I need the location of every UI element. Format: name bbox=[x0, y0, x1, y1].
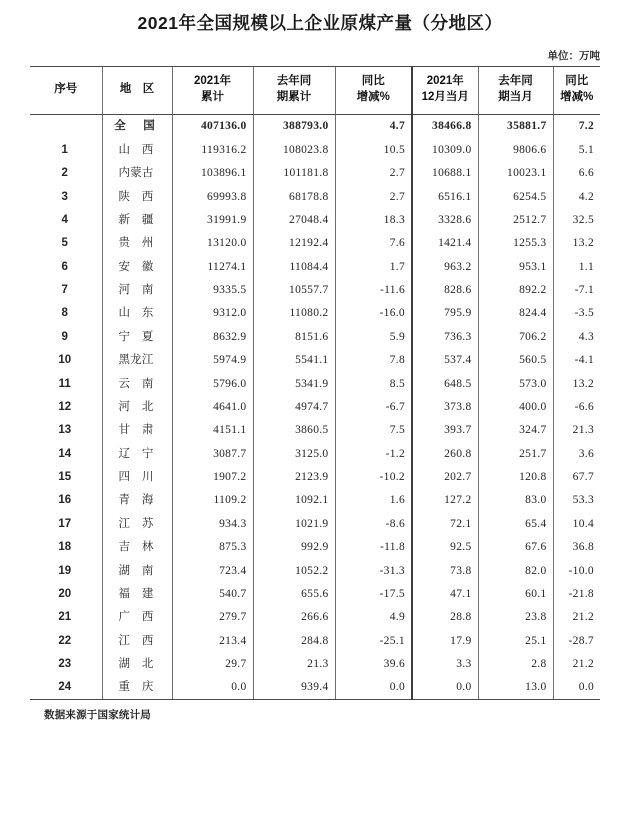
cell-cumulative-2021: 4151.1 bbox=[172, 419, 253, 442]
cell-cumulative-2021: 13120.0 bbox=[172, 232, 253, 255]
cell-monthly-yoy: 4.2 bbox=[553, 185, 600, 208]
cell-region: 青 海 bbox=[102, 489, 172, 512]
cell-region: 江 西 bbox=[102, 629, 172, 652]
table-row bbox=[30, 372, 600, 395]
cell-cumulative-yoy: 4.9 bbox=[335, 606, 412, 629]
cell-index: 15 bbox=[58, 471, 72, 484]
cell-monthly-yoy: 5.1 bbox=[553, 138, 600, 161]
cell-cumulative-previous: 68178.8 bbox=[253, 185, 335, 208]
cell-region: 新 疆 bbox=[102, 208, 172, 231]
table-row bbox=[30, 208, 600, 231]
cell-monthly-previous: 83.0 bbox=[478, 489, 553, 512]
cell-monthly-2021: 127.2 bbox=[412, 489, 478, 512]
cell-cumulative-2021: 5974.9 bbox=[172, 349, 253, 372]
cell-cumulative-previous: 992.9 bbox=[253, 536, 335, 559]
cell-cumulative-2021: 5796.0 bbox=[172, 372, 253, 395]
cell-cumulative-2021: 3087.7 bbox=[172, 442, 253, 465]
cell-cumulative-previous: 12192.4 bbox=[253, 232, 335, 255]
cell-cumulative-previous: 5541.1 bbox=[253, 349, 335, 372]
cell-cumulative-2021: 103896.1 bbox=[172, 162, 253, 185]
cell-monthly-yoy: 10.4 bbox=[553, 512, 600, 535]
cell-monthly-2021: 393.7 bbox=[412, 419, 478, 442]
cell-index: 10 bbox=[58, 354, 72, 367]
table-row bbox=[30, 114, 600, 138]
cell-index: 14 bbox=[58, 447, 72, 460]
cell-cumulative-yoy: -16.0 bbox=[335, 302, 412, 325]
header-line-1: 同比 bbox=[565, 75, 589, 88]
cell-monthly-yoy: 4.3 bbox=[553, 325, 600, 348]
cell-cumulative-2021: 875.3 bbox=[172, 536, 253, 559]
cell-index: 3 bbox=[61, 190, 68, 203]
table-row bbox=[30, 676, 600, 700]
cell-cumulative-previous: 27048.4 bbox=[253, 208, 335, 231]
cell-cumulative-2021: 934.3 bbox=[172, 512, 253, 535]
cell-cumulative-yoy: 5.9 bbox=[335, 325, 412, 348]
cell-cumulative-2021: 8632.9 bbox=[172, 325, 253, 348]
cell-region: 贵 州 bbox=[102, 232, 172, 255]
cell-monthly-2021: 795.9 bbox=[412, 302, 478, 325]
cell-monthly-yoy: -4.1 bbox=[553, 349, 600, 372]
table-row bbox=[30, 582, 600, 605]
cell-monthly-yoy: 32.5 bbox=[553, 208, 600, 231]
cell-cumulative-yoy: 18.3 bbox=[335, 208, 412, 231]
column-header-monthly-2021 bbox=[412, 67, 478, 115]
cell-cumulative-previous: 5341.9 bbox=[253, 372, 335, 395]
cell-monthly-previous: 67.6 bbox=[478, 536, 553, 559]
cell-cumulative-yoy: 2.7 bbox=[335, 185, 412, 208]
header-line-2: 期当月 bbox=[498, 91, 533, 104]
cell-monthly-previous: 9806.6 bbox=[478, 138, 553, 161]
cell-region: 吉 林 bbox=[102, 536, 172, 559]
cell-cumulative-2021: 407136.0 bbox=[172, 114, 253, 138]
column-header-cumulative-previous bbox=[253, 67, 335, 115]
table-row bbox=[30, 232, 600, 255]
cell-cumulative-yoy: 1.7 bbox=[335, 255, 412, 278]
cell-cumulative-previous: 108023.8 bbox=[253, 138, 335, 161]
header-line-2: 期累计 bbox=[276, 91, 312, 104]
cell-index: 11 bbox=[58, 377, 71, 390]
cell-index: 1 bbox=[61, 143, 68, 156]
page-title: 2021年全国规模以上企业原煤产量（分地区） bbox=[137, 13, 503, 33]
cell-cumulative-yoy: 10.5 bbox=[335, 138, 412, 161]
cell-cumulative-yoy: -25.1 bbox=[335, 629, 412, 652]
cell-cumulative-previous: 8151.6 bbox=[253, 325, 335, 348]
coal-production-table bbox=[30, 66, 600, 700]
cell-cumulative-yoy: -11.6 bbox=[335, 279, 412, 302]
cell-monthly-previous: 60.1 bbox=[478, 582, 553, 605]
cell-monthly-2021: 3.3 bbox=[412, 653, 478, 676]
cell-region: 重 庆 bbox=[102, 676, 172, 700]
cell-monthly-previous: 1255.3 bbox=[478, 232, 553, 255]
cell-cumulative-yoy: 7.5 bbox=[335, 419, 412, 442]
cell-cumulative-previous: 101181.8 bbox=[253, 162, 335, 185]
column-header-region: 地 区 bbox=[102, 67, 172, 115]
cell-region: 内蒙古 bbox=[102, 162, 172, 185]
cell-monthly-previous: 65.4 bbox=[478, 512, 553, 535]
cell-cumulative-yoy: 4.7 bbox=[335, 114, 412, 138]
cell-cumulative-previous: 2123.9 bbox=[253, 466, 335, 489]
table-row bbox=[30, 162, 600, 185]
cell-monthly-yoy: 67.7 bbox=[553, 466, 600, 489]
cell-index bbox=[30, 114, 102, 138]
cell-monthly-previous: 560.5 bbox=[478, 349, 553, 372]
cell-cumulative-yoy: -31.3 bbox=[335, 559, 412, 582]
cell-monthly-2021: 6516.1 bbox=[412, 185, 478, 208]
cell-cumulative-2021: 69993.8 bbox=[172, 185, 253, 208]
table-row bbox=[30, 629, 600, 652]
cell-index: 5 bbox=[61, 237, 68, 250]
cell-monthly-yoy: 21.3 bbox=[553, 419, 600, 442]
cell-cumulative-yoy: -11.8 bbox=[335, 536, 412, 559]
cell-cumulative-2021: 723.4 bbox=[172, 559, 253, 582]
cell-region: 广 西 bbox=[102, 606, 172, 629]
header-line-2: 增减% bbox=[560, 91, 594, 104]
cell-region: 黑龙江 bbox=[102, 349, 172, 372]
cell-monthly-2021: 828.6 bbox=[412, 279, 478, 302]
cell-monthly-2021: 17.9 bbox=[412, 629, 478, 652]
cell-monthly-yoy: 36.8 bbox=[553, 536, 600, 559]
cell-monthly-previous: 82.0 bbox=[478, 559, 553, 582]
cell-region: 宁 夏 bbox=[102, 325, 172, 348]
cell-cumulative-yoy: 2.7 bbox=[335, 162, 412, 185]
table-row bbox=[30, 279, 600, 302]
cell-index: 7 bbox=[61, 284, 68, 297]
cell-monthly-2021: 73.8 bbox=[412, 559, 478, 582]
cell-cumulative-2021: 29.7 bbox=[172, 653, 253, 676]
cell-cumulative-yoy: -8.6 bbox=[335, 512, 412, 535]
column-header-monthly-yoy bbox=[553, 67, 600, 115]
column-header-cumulative-yoy bbox=[335, 67, 412, 115]
table-body bbox=[30, 114, 600, 699]
table-row bbox=[30, 559, 600, 582]
cell-region: 湖 南 bbox=[102, 559, 172, 582]
cell-region: 河 北 bbox=[102, 395, 172, 418]
table-row bbox=[30, 302, 600, 325]
cell-cumulative-yoy: -17.5 bbox=[335, 582, 412, 605]
cell-cumulative-2021: 31991.9 bbox=[172, 208, 253, 231]
cell-monthly-yoy: 21.2 bbox=[553, 653, 600, 676]
table-row bbox=[30, 395, 600, 418]
cell-monthly-previous: 824.4 bbox=[478, 302, 553, 325]
cell-monthly-yoy: -21.8 bbox=[553, 582, 600, 605]
cell-region: 四 川 bbox=[102, 466, 172, 489]
cell-cumulative-previous: 266.6 bbox=[253, 606, 335, 629]
table-row bbox=[30, 255, 600, 278]
cell-index: 20 bbox=[58, 587, 72, 600]
cell-cumulative-previous: 1092.1 bbox=[253, 489, 335, 512]
cell-monthly-yoy: -28.7 bbox=[553, 629, 600, 652]
cell-monthly-yoy: 0.0 bbox=[553, 676, 600, 700]
cell-cumulative-yoy: -6.7 bbox=[335, 395, 412, 418]
cell-region: 辽 宁 bbox=[102, 442, 172, 465]
cell-index: 21 bbox=[58, 611, 72, 624]
header-line-1: 同比 bbox=[361, 75, 385, 88]
cell-cumulative-previous: 10557.7 bbox=[253, 279, 335, 302]
table-row bbox=[30, 466, 600, 489]
table-header bbox=[30, 67, 600, 115]
cell-monthly-previous: 573.0 bbox=[478, 372, 553, 395]
column-header-monthly-previous bbox=[478, 67, 553, 115]
cell-cumulative-2021: 1109.2 bbox=[172, 489, 253, 512]
cell-cumulative-yoy: 8.5 bbox=[335, 372, 412, 395]
cell-cumulative-previous: 4974.7 bbox=[253, 395, 335, 418]
cell-monthly-previous: 324.7 bbox=[478, 419, 553, 442]
cell-cumulative-previous: 21.3 bbox=[253, 653, 335, 676]
cell-cumulative-2021: 213.4 bbox=[172, 629, 253, 652]
cell-cumulative-yoy: 39.6 bbox=[335, 653, 412, 676]
cell-cumulative-2021: 9335.5 bbox=[172, 279, 253, 302]
cell-monthly-2021: 648.5 bbox=[412, 372, 478, 395]
cell-index: 2 bbox=[61, 167, 68, 180]
cell-monthly-previous: 892.2 bbox=[478, 279, 553, 302]
header-line-1: 去年同 bbox=[276, 75, 312, 88]
cell-monthly-previous: 2.8 bbox=[478, 653, 553, 676]
cell-monthly-yoy: -3.5 bbox=[553, 302, 600, 325]
table-row bbox=[30, 349, 600, 372]
cell-monthly-previous: 6254.5 bbox=[478, 185, 553, 208]
cell-monthly-2021: 736.3 bbox=[412, 325, 478, 348]
cell-cumulative-previous: 1021.9 bbox=[253, 512, 335, 535]
cell-region: 安 徽 bbox=[102, 255, 172, 278]
cell-monthly-2021: 963.2 bbox=[412, 255, 478, 278]
table-container bbox=[0, 66, 640, 700]
cell-cumulative-previous: 3125.0 bbox=[253, 442, 335, 465]
cell-region: 山 西 bbox=[102, 138, 172, 161]
cell-monthly-2021: 0.0 bbox=[412, 676, 478, 700]
unit-label: 单位：万吨 bbox=[547, 50, 600, 63]
header-line-2: 累计 bbox=[201, 91, 224, 104]
table-row bbox=[30, 653, 600, 676]
cell-monthly-previous: 23.8 bbox=[478, 606, 553, 629]
cell-monthly-2021: 373.8 bbox=[412, 395, 478, 418]
cell-cumulative-previous: 388793.0 bbox=[253, 114, 335, 138]
cell-cumulative-yoy: -10.2 bbox=[335, 466, 412, 489]
cell-region: 甘 肃 bbox=[102, 419, 172, 442]
header-line-2: 12月当月 bbox=[421, 91, 469, 104]
cell-index: 12 bbox=[58, 400, 72, 413]
cell-cumulative-2021: 0.0 bbox=[172, 676, 253, 700]
cell-cumulative-2021: 1907.2 bbox=[172, 466, 253, 489]
table-row bbox=[30, 138, 600, 161]
cell-monthly-2021: 72.1 bbox=[412, 512, 478, 535]
cell-cumulative-yoy: -1.2 bbox=[335, 442, 412, 465]
header-row bbox=[30, 67, 600, 115]
cell-monthly-2021: 537.4 bbox=[412, 349, 478, 372]
cell-monthly-2021: 10309.0 bbox=[412, 138, 478, 161]
cell-region: 福 建 bbox=[102, 582, 172, 605]
data-source-footnote: 数据来源于国家统计局 bbox=[44, 709, 151, 722]
cell-monthly-yoy: 1.1 bbox=[553, 255, 600, 278]
cell-cumulative-2021: 540.7 bbox=[172, 582, 253, 605]
cell-monthly-yoy: 7.2 bbox=[553, 114, 600, 138]
cell-monthly-2021: 38466.8 bbox=[412, 114, 478, 138]
cell-monthly-previous: 35881.7 bbox=[478, 114, 553, 138]
cell-cumulative-previous: 11080.2 bbox=[253, 302, 335, 325]
table-row bbox=[30, 419, 600, 442]
cell-cumulative-2021: 11274.1 bbox=[172, 255, 253, 278]
cell-monthly-2021: 28.8 bbox=[412, 606, 478, 629]
cell-monthly-previous: 10023.1 bbox=[478, 162, 553, 185]
cell-monthly-yoy: -6.6 bbox=[553, 395, 600, 418]
cell-cumulative-yoy: 1.6 bbox=[335, 489, 412, 512]
cell-cumulative-2021: 9312.0 bbox=[172, 302, 253, 325]
cell-cumulative-2021: 279.7 bbox=[172, 606, 253, 629]
cell-region: 山 东 bbox=[102, 302, 172, 325]
cell-index: 16 bbox=[58, 494, 72, 507]
cell-monthly-yoy: 6.6 bbox=[553, 162, 600, 185]
cell-cumulative-yoy: 7.6 bbox=[335, 232, 412, 255]
cell-monthly-previous: 706.2 bbox=[478, 325, 553, 348]
cell-cumulative-previous: 3860.5 bbox=[253, 419, 335, 442]
cell-index: 4 bbox=[61, 213, 68, 226]
cell-cumulative-yoy: 7.8 bbox=[335, 349, 412, 372]
cell-index: 13 bbox=[58, 424, 72, 437]
cell-index: 23 bbox=[58, 658, 72, 671]
cell-index: 9 bbox=[61, 330, 68, 343]
header-line-1: 去年同 bbox=[498, 75, 533, 88]
cell-monthly-previous: 25.1 bbox=[478, 629, 553, 652]
cell-monthly-2021: 10688.1 bbox=[412, 162, 478, 185]
cell-monthly-2021: 202.7 bbox=[412, 466, 478, 489]
cell-monthly-yoy: 13.2 bbox=[553, 232, 600, 255]
cell-cumulative-previous: 939.4 bbox=[253, 676, 335, 700]
cell-region: 全 国 bbox=[102, 114, 172, 138]
header-line-1: 2021年 bbox=[426, 75, 464, 88]
cell-monthly-yoy: -10.0 bbox=[553, 559, 600, 582]
cell-monthly-previous: 400.0 bbox=[478, 395, 553, 418]
table-row bbox=[30, 536, 600, 559]
cell-monthly-yoy: 53.3 bbox=[553, 489, 600, 512]
cell-monthly-2021: 92.5 bbox=[412, 536, 478, 559]
cell-region: 江 苏 bbox=[102, 512, 172, 535]
cell-cumulative-previous: 284.8 bbox=[253, 629, 335, 652]
cell-cumulative-previous: 11084.4 bbox=[253, 255, 335, 278]
table-row bbox=[30, 185, 600, 208]
cell-index: 19 bbox=[58, 564, 72, 577]
header-line-1: 2021年 bbox=[193, 75, 232, 88]
column-header-index: 序号 bbox=[30, 67, 102, 115]
cell-region: 湖 北 bbox=[102, 653, 172, 676]
cell-region: 云 南 bbox=[102, 372, 172, 395]
cell-monthly-yoy: 3.6 bbox=[553, 442, 600, 465]
cell-region: 河 南 bbox=[102, 279, 172, 302]
header-line-2: 增减% bbox=[356, 91, 390, 104]
cell-monthly-2021: 3328.6 bbox=[412, 208, 478, 231]
table-row bbox=[30, 512, 600, 535]
table-row bbox=[30, 489, 600, 512]
cell-monthly-previous: 120.8 bbox=[478, 466, 553, 489]
cell-index: 22 bbox=[58, 634, 72, 647]
column-header-cumulative-2021 bbox=[172, 67, 253, 115]
cell-monthly-previous: 251.7 bbox=[478, 442, 553, 465]
cell-monthly-2021: 47.1 bbox=[412, 582, 478, 605]
cell-monthly-previous: 953.1 bbox=[478, 255, 553, 278]
cell-index: 17 bbox=[58, 517, 72, 530]
cell-region: 陕 西 bbox=[102, 185, 172, 208]
cell-cumulative-previous: 655.6 bbox=[253, 582, 335, 605]
cell-cumulative-2021: 4641.0 bbox=[172, 395, 253, 418]
table-row bbox=[30, 325, 600, 348]
cell-cumulative-previous: 1052.2 bbox=[253, 559, 335, 582]
cell-monthly-previous: 2512.7 bbox=[478, 208, 553, 231]
cell-monthly-previous: 13.0 bbox=[478, 676, 553, 700]
cell-cumulative-yoy: 0.0 bbox=[335, 676, 412, 700]
table-row bbox=[30, 606, 600, 629]
cell-monthly-2021: 1421.4 bbox=[412, 232, 478, 255]
cell-index: 8 bbox=[61, 307, 68, 320]
cell-cumulative-2021: 119316.2 bbox=[172, 138, 253, 161]
cell-index: 18 bbox=[58, 541, 72, 554]
cell-monthly-2021: 260.8 bbox=[412, 442, 478, 465]
cell-index: 24 bbox=[30, 676, 102, 700]
cell-monthly-yoy: -7.1 bbox=[553, 279, 600, 302]
cell-index: 6 bbox=[61, 260, 68, 273]
cell-monthly-yoy: 13.2 bbox=[553, 372, 600, 395]
table-row bbox=[30, 442, 600, 465]
cell-monthly-yoy: 21.2 bbox=[553, 606, 600, 629]
